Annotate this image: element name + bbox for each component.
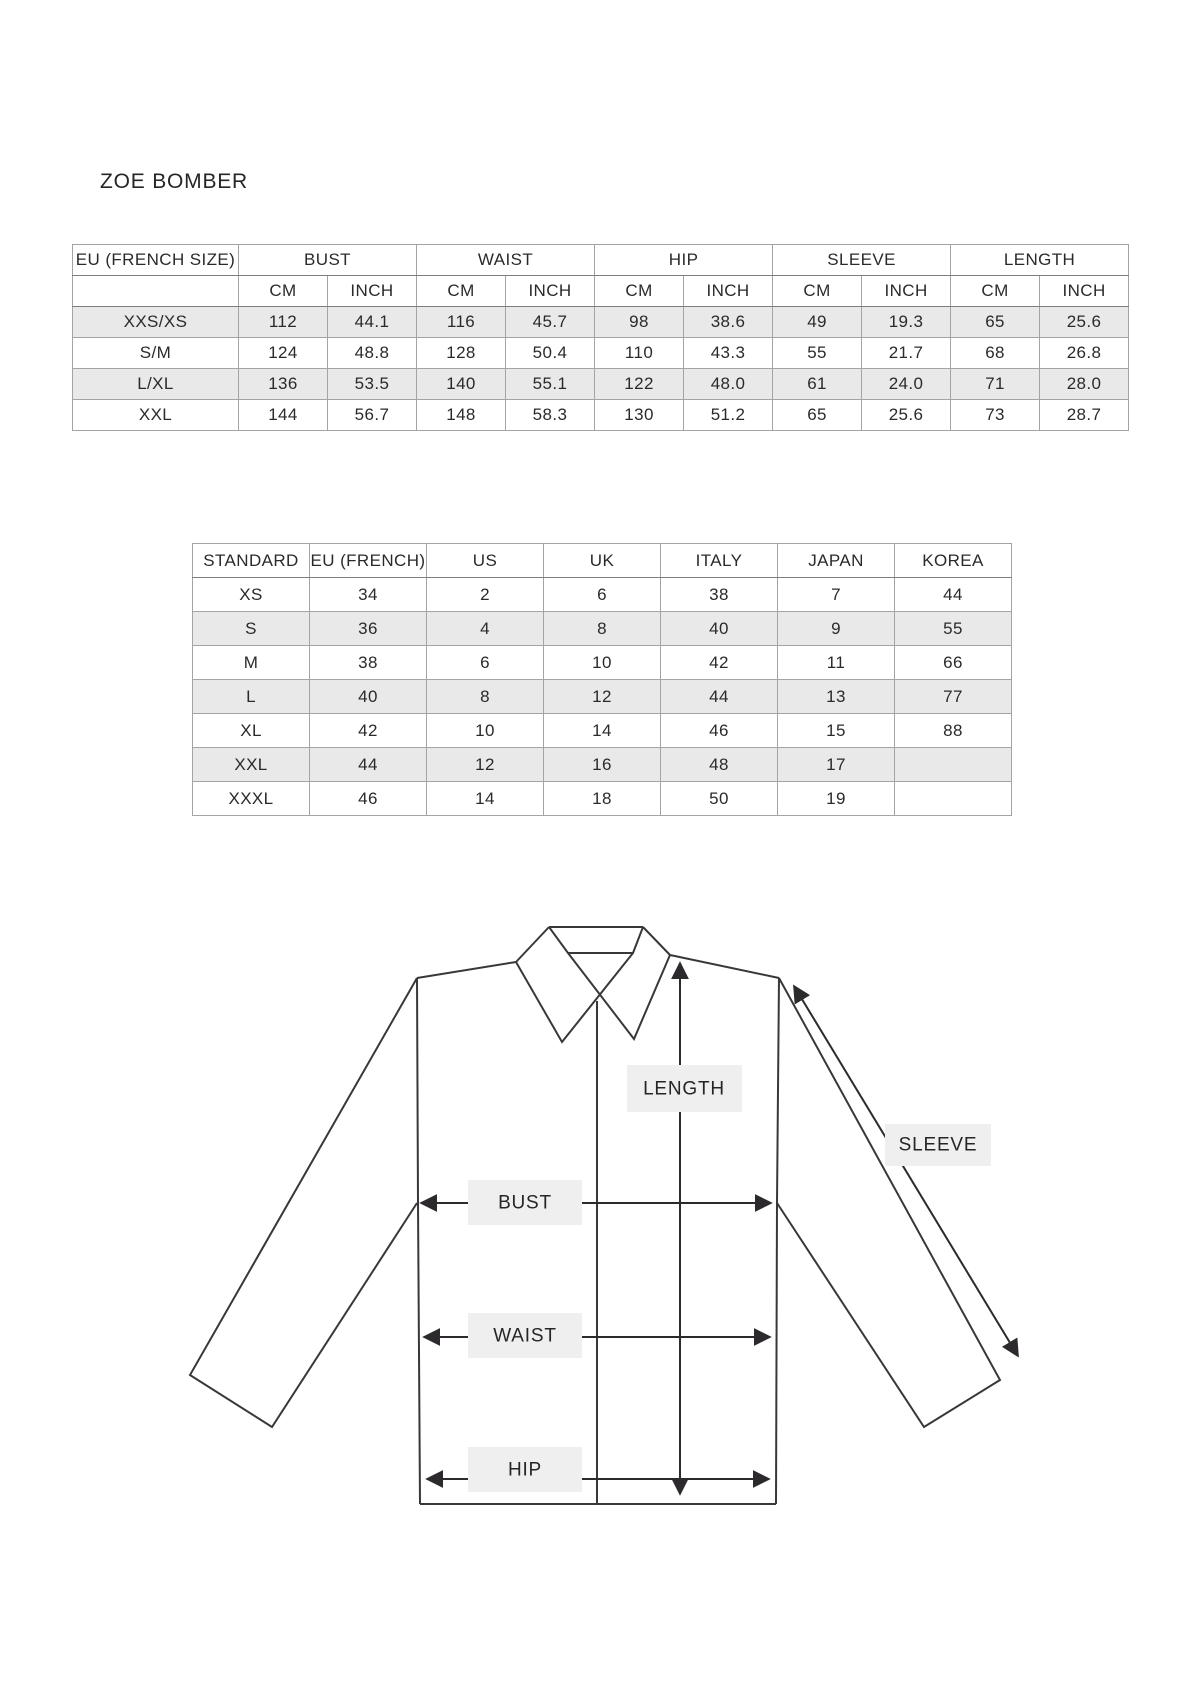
size-label-cell: L/XL [73, 369, 239, 400]
size-label-cell: XL [193, 714, 310, 748]
size-label-cell: XXL [73, 400, 239, 431]
value-cell: 77 [895, 680, 1012, 714]
value-cell: 15 [778, 714, 895, 748]
value-cell: 12 [544, 680, 661, 714]
value-cell: 55 [895, 612, 1012, 646]
value-cell: 12 [427, 748, 544, 782]
length-label [627, 1065, 742, 1112]
value-cell: 14 [427, 782, 544, 816]
unit-cell-inch: INCH [684, 276, 773, 307]
size-label-cell: XXS/XS [73, 307, 239, 338]
value-cell: 48.8 [328, 338, 417, 369]
group-header-bust: BUST [239, 245, 417, 276]
group-header-length: LENGTH [951, 245, 1129, 276]
value-cell: 51.2 [684, 400, 773, 431]
value-cell: 42 [661, 646, 778, 680]
value-cell: 128 [417, 338, 506, 369]
value-cell: 38.6 [684, 307, 773, 338]
value-cell: 25.6 [1040, 307, 1129, 338]
value-cell: 38 [661, 578, 778, 612]
value-cell: 21.7 [862, 338, 951, 369]
conversion-header-italy: ITALY [661, 544, 778, 578]
value-cell: 45.7 [506, 307, 595, 338]
value-cell: 55.1 [506, 369, 595, 400]
value-cell: 49 [773, 307, 862, 338]
value-cell: 53.5 [328, 369, 417, 400]
unit-cell-cm: CM [417, 276, 506, 307]
value-cell: 9 [778, 612, 895, 646]
value-cell: 44 [310, 748, 427, 782]
value-cell: 42 [310, 714, 427, 748]
sleeve-label [885, 1124, 991, 1166]
unit-cell-inch: INCH [506, 276, 595, 307]
size-label-cell: XS [193, 578, 310, 612]
size-label-cell: S/M [73, 338, 239, 369]
value-cell: 122 [595, 369, 684, 400]
value-cell: 2 [427, 578, 544, 612]
value-cell: 50.4 [506, 338, 595, 369]
conversion-header-japan: JAPAN [778, 544, 895, 578]
value-cell: 11 [778, 646, 895, 680]
value-cell: 46 [661, 714, 778, 748]
bust-label [468, 1180, 582, 1225]
value-cell: 61 [773, 369, 862, 400]
conversion-header-korea: KOREA [895, 544, 1012, 578]
value-cell: 140 [417, 369, 506, 400]
bust-label-text: BUST [498, 1192, 552, 1214]
unit-cell-inch: INCH [328, 276, 417, 307]
value-cell: 19.3 [862, 307, 951, 338]
value-cell: 116 [417, 307, 506, 338]
value-cell: 25.6 [862, 400, 951, 431]
value-cell: 124 [239, 338, 328, 369]
value-cell: 71 [951, 369, 1040, 400]
conversion-header-standard: STANDARD [193, 544, 310, 578]
value-cell: 50 [661, 782, 778, 816]
value-cell: 130 [595, 400, 684, 431]
row-header-cell: EU (FRENCH SIZE) [73, 245, 239, 276]
hip-label [468, 1447, 582, 1492]
hip-label-text: HIP [507, 1459, 543, 1481]
value-cell: 6 [544, 578, 661, 612]
value-cell: 36 [310, 612, 427, 646]
size-label-cell: L [193, 680, 310, 714]
value-cell: 18 [544, 782, 661, 816]
value-cell: 44 [895, 578, 1012, 612]
value-cell: 10 [427, 714, 544, 748]
value-cell: 144 [239, 400, 328, 431]
value-cell: 56.7 [328, 400, 417, 431]
value-cell: 68 [951, 338, 1040, 369]
unit-cell-cm: CM [951, 276, 1040, 307]
value-cell: 65 [773, 400, 862, 431]
sleeve-label-text: SLEEVE [898, 1134, 978, 1156]
size-label-cell: XXL [193, 748, 310, 782]
value-cell: 4 [427, 612, 544, 646]
value-cell: 136 [239, 369, 328, 400]
conversion-header-eu: EU (FRENCH) [310, 544, 427, 578]
group-header-sleeve: SLEEVE [773, 245, 951, 276]
value-cell: 44 [661, 680, 778, 714]
value-cell: 28.7 [1040, 400, 1129, 431]
value-cell: 73 [951, 400, 1040, 431]
value-cell: 13 [778, 680, 895, 714]
value-cell: 40 [310, 680, 427, 714]
value-cell: 88 [895, 714, 1012, 748]
group-header-hip: HIP [595, 245, 773, 276]
value-cell: 17 [778, 748, 895, 782]
value-cell: 19 [778, 782, 895, 816]
value-cell: 46 [310, 782, 427, 816]
conversion-header-us: US [427, 544, 544, 578]
unit-cell-inch: INCH [862, 276, 951, 307]
value-cell: 16 [544, 748, 661, 782]
group-header-waist: WAIST [417, 245, 595, 276]
unit-cell-inch: INCH [1040, 276, 1129, 307]
unit-cell-cm: CM [595, 276, 684, 307]
value-cell: 10 [544, 646, 661, 680]
value-cell: 24.0 [862, 369, 951, 400]
conversion-header-uk: UK [544, 544, 661, 578]
waist-label [468, 1313, 582, 1358]
value-cell: 28.0 [1040, 369, 1129, 400]
value-cell: 65 [951, 307, 1040, 338]
value-cell: 148 [417, 400, 506, 431]
value-cell: 44.1 [328, 307, 417, 338]
value-cell: 48 [661, 748, 778, 782]
value-cell: 34 [310, 578, 427, 612]
unit-cell-cm: CM [239, 276, 328, 307]
waist-label-text: WAIST [493, 1325, 557, 1347]
value-cell: 7 [778, 578, 895, 612]
value-cell: 98 [595, 307, 684, 338]
value-cell: 110 [595, 338, 684, 369]
value-cell: 40 [661, 612, 778, 646]
size-label-cell: S [193, 612, 310, 646]
value-cell: 38 [310, 646, 427, 680]
value-cell: 55 [773, 338, 862, 369]
value-cell: 8 [427, 680, 544, 714]
value-cell: 8 [544, 612, 661, 646]
length-label-text: LENGTH [643, 1078, 725, 1100]
jacket-outline [190, 927, 1000, 1504]
size-label-cell: XXXL [193, 782, 310, 816]
size-label-cell: M [193, 646, 310, 680]
value-cell: 112 [239, 307, 328, 338]
value-cell: 6 [427, 646, 544, 680]
value-cell: 14 [544, 714, 661, 748]
value-cell: 43.3 [684, 338, 773, 369]
value-cell: 48.0 [684, 369, 773, 400]
value-cell: 66 [895, 646, 1012, 680]
sleeve-arrow [794, 986, 1018, 1356]
value-cell: 26.8 [1040, 338, 1129, 369]
value-cell: 58.3 [506, 400, 595, 431]
unit-cell-cm: CM [773, 276, 862, 307]
page-title: ZOE BOMBER [100, 170, 249, 193]
